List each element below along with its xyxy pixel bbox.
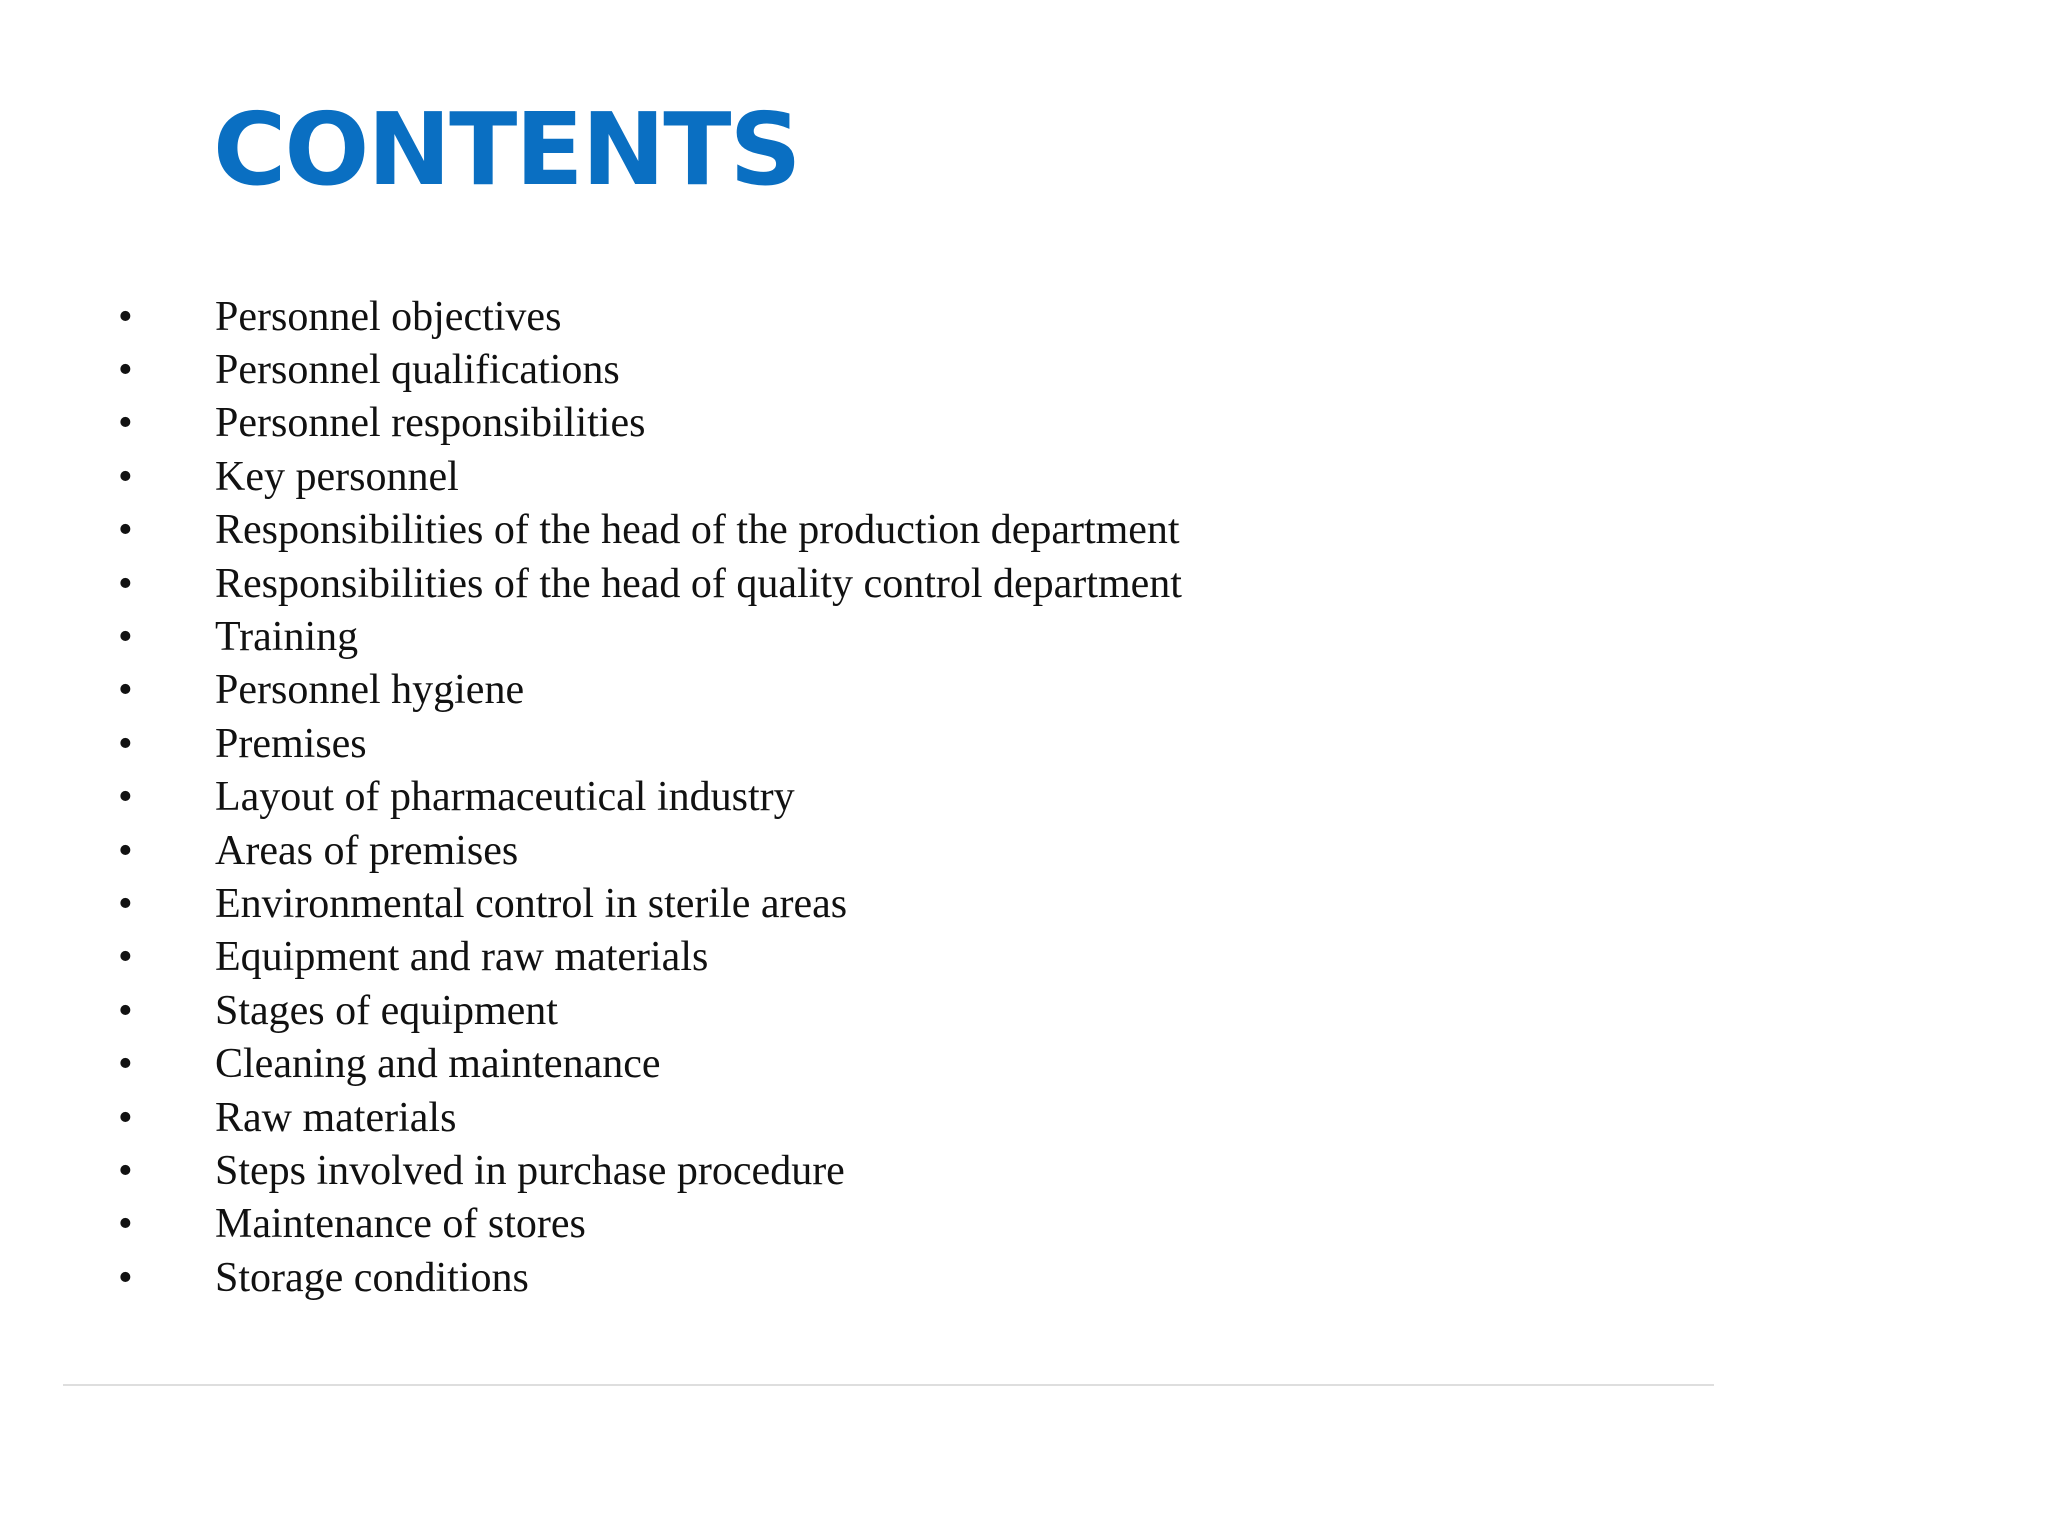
- bullet-icon: •: [118, 880, 133, 927]
- bullet-icon: •: [118, 720, 133, 767]
- bullet-icon: •: [118, 827, 133, 874]
- list-item-text: Personnel objectives: [215, 293, 562, 340]
- list-item: [118, 343, 1182, 396]
- bullet-icon: •: [118, 1094, 133, 1141]
- list-item-text: Equipment and raw materials: [215, 934, 709, 981]
- list-item: [118, 1251, 1182, 1304]
- list-item-text: Responsibilities of the head of the production department: [215, 507, 1180, 554]
- list-item: [118, 397, 1182, 450]
- list-item: [118, 717, 1182, 770]
- list-item: [118, 664, 1182, 717]
- list-item-text: Storage conditions: [215, 1254, 529, 1301]
- bullet-icon: •: [118, 1041, 133, 1088]
- bullet-icon: •: [118, 507, 133, 554]
- bullet-icon: •: [118, 1201, 133, 1248]
- list-item-text: Personnel hygiene: [215, 667, 525, 714]
- bullet-icon: •: [118, 1147, 133, 1194]
- list-item: [118, 610, 1182, 663]
- list-item-text: Stages of equipment: [215, 987, 558, 1034]
- bullet-icon: •: [118, 934, 133, 981]
- bullet-icon: •: [118, 774, 133, 821]
- list-item: [118, 931, 1182, 984]
- list-item-text: Premises: [215, 720, 367, 767]
- list-item: [118, 557, 1182, 610]
- list-item-text: Environmental control in sterile areas: [215, 880, 848, 927]
- list-item-text: Steps involved in purchase procedure: [215, 1147, 845, 1194]
- list-item: [118, 984, 1182, 1037]
- list-item: [118, 1144, 1182, 1197]
- list-item: [118, 1091, 1182, 1144]
- list-item: [118, 1037, 1182, 1090]
- list-item-text: Layout of pharmaceutical industry: [215, 774, 795, 821]
- list-item-text: Key personnel: [215, 453, 459, 500]
- list-item-text: Maintenance of stores: [215, 1201, 586, 1248]
- list-item: [118, 877, 1182, 930]
- bullet-icon: •: [118, 1254, 133, 1301]
- list-item: [118, 1198, 1182, 1251]
- bullet-icon: •: [118, 293, 133, 340]
- list-item-text: Personnel qualifications: [215, 347, 620, 394]
- list-item-text: Raw materials: [215, 1094, 457, 1141]
- slide-title: CONTENTS: [213, 91, 800, 208]
- bullet-icon: •: [118, 987, 133, 1034]
- list-item-text: Personnel responsibilities: [215, 400, 646, 447]
- list-item-text: Areas of premises: [215, 827, 519, 874]
- list-item: [118, 824, 1182, 877]
- list-item-text: Responsibilities of the head of quality control department: [215, 560, 1182, 607]
- bullet-icon: •: [118, 400, 133, 447]
- bullet-icon: •: [118, 667, 133, 714]
- list-item-text: Cleaning and maintenance: [215, 1041, 661, 1088]
- bullet-icon: •: [118, 614, 133, 661]
- list-item: [118, 504, 1182, 557]
- bullet-icon: •: [118, 453, 133, 500]
- list-item: [118, 771, 1182, 824]
- list-item: [118, 450, 1182, 503]
- list-item-text: Training: [215, 614, 359, 661]
- bullet-icon: •: [118, 560, 133, 607]
- bullet-icon: •: [118, 347, 133, 394]
- divider-line: [63, 1384, 1714, 1386]
- list-item: [118, 290, 1182, 343]
- contents-list: [118, 290, 1182, 1304]
